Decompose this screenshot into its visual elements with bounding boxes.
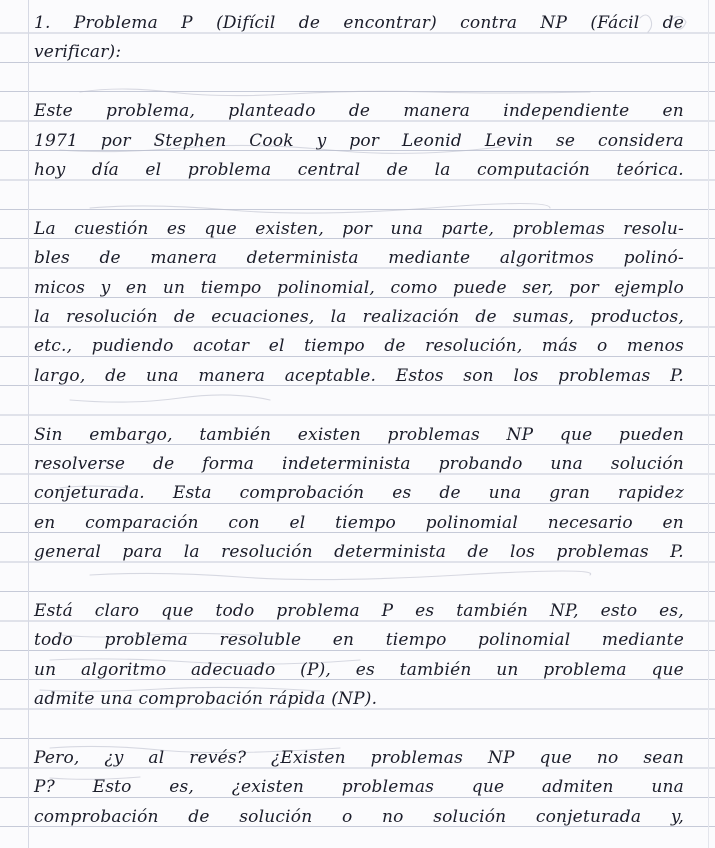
text-line: La cuestión es que existen, por una parte, problemas resolu-	[34, 218, 684, 239]
text-line: admite una comprobación rápida (NP).	[34, 689, 378, 710]
text-line: bles de manera determinista mediante algoritmos polinó-	[34, 248, 684, 269]
margin-line	[28, 0, 29, 848]
paragraph	[34, 597, 684, 715]
text-line: etc., pudiendo acotar el tiempo de resolución, más o menos	[34, 336, 684, 357]
handwritten-text	[34, 9, 684, 832]
text-line: todo problema resoluble en tiempo polinomial mediante	[34, 630, 684, 651]
text-line: un algoritmo adecuado (P), es también un problema que	[34, 659, 684, 680]
page-edge	[708, 0, 709, 848]
text-line: verificar):	[34, 42, 122, 63]
text-line: 1971 por Stephen Cook y por Leonid Levin se considera	[34, 130, 684, 151]
text-line: Está claro que todo problema P es también NP, esto es,	[34, 601, 684, 622]
text-line: Sin embargo, también existen problemas NP que pueden	[34, 424, 684, 445]
text-line: comprobación de solución o no solución conjeturada y,	[34, 806, 684, 827]
paragraph	[34, 421, 684, 568]
text-line: resolverse de forma indeterminista probando una solución	[34, 454, 684, 475]
text-line: hoy día el problema central de la computación teórica.	[34, 160, 684, 181]
text-line: micos y en un tiempo polinomial, como puede ser, por ejemplo	[34, 277, 684, 298]
text-line: largo, de una manera aceptable. Estos son los problemas P.	[34, 365, 684, 386]
paragraph	[34, 97, 684, 185]
text-line: Pero, ¿y al revés? ¿Existen problemas NP que no sean	[34, 748, 684, 769]
paragraph-title	[34, 9, 684, 68]
paragraph	[34, 215, 684, 391]
text-line: conjeturada. Esta comprobación es de una gran rapidez	[34, 483, 684, 504]
text-line: en comparación con el tiempo polinomial necesario en	[34, 512, 684, 533]
paragraph	[34, 744, 684, 832]
text-line: 1. Problema P (Difícil de encontrar) contra NP (Fácil de	[34, 13, 684, 33]
text-line: P? Esto es, ¿existen problemas que admiten una	[34, 777, 684, 798]
text-line: general para la resolución determinista de los problemas P.	[34, 542, 684, 563]
text-line: Este problema, planteado de manera independiente en	[34, 101, 684, 122]
text-line: la resolución de ecuaciones, la realización de sumas, productos,	[34, 307, 684, 328]
